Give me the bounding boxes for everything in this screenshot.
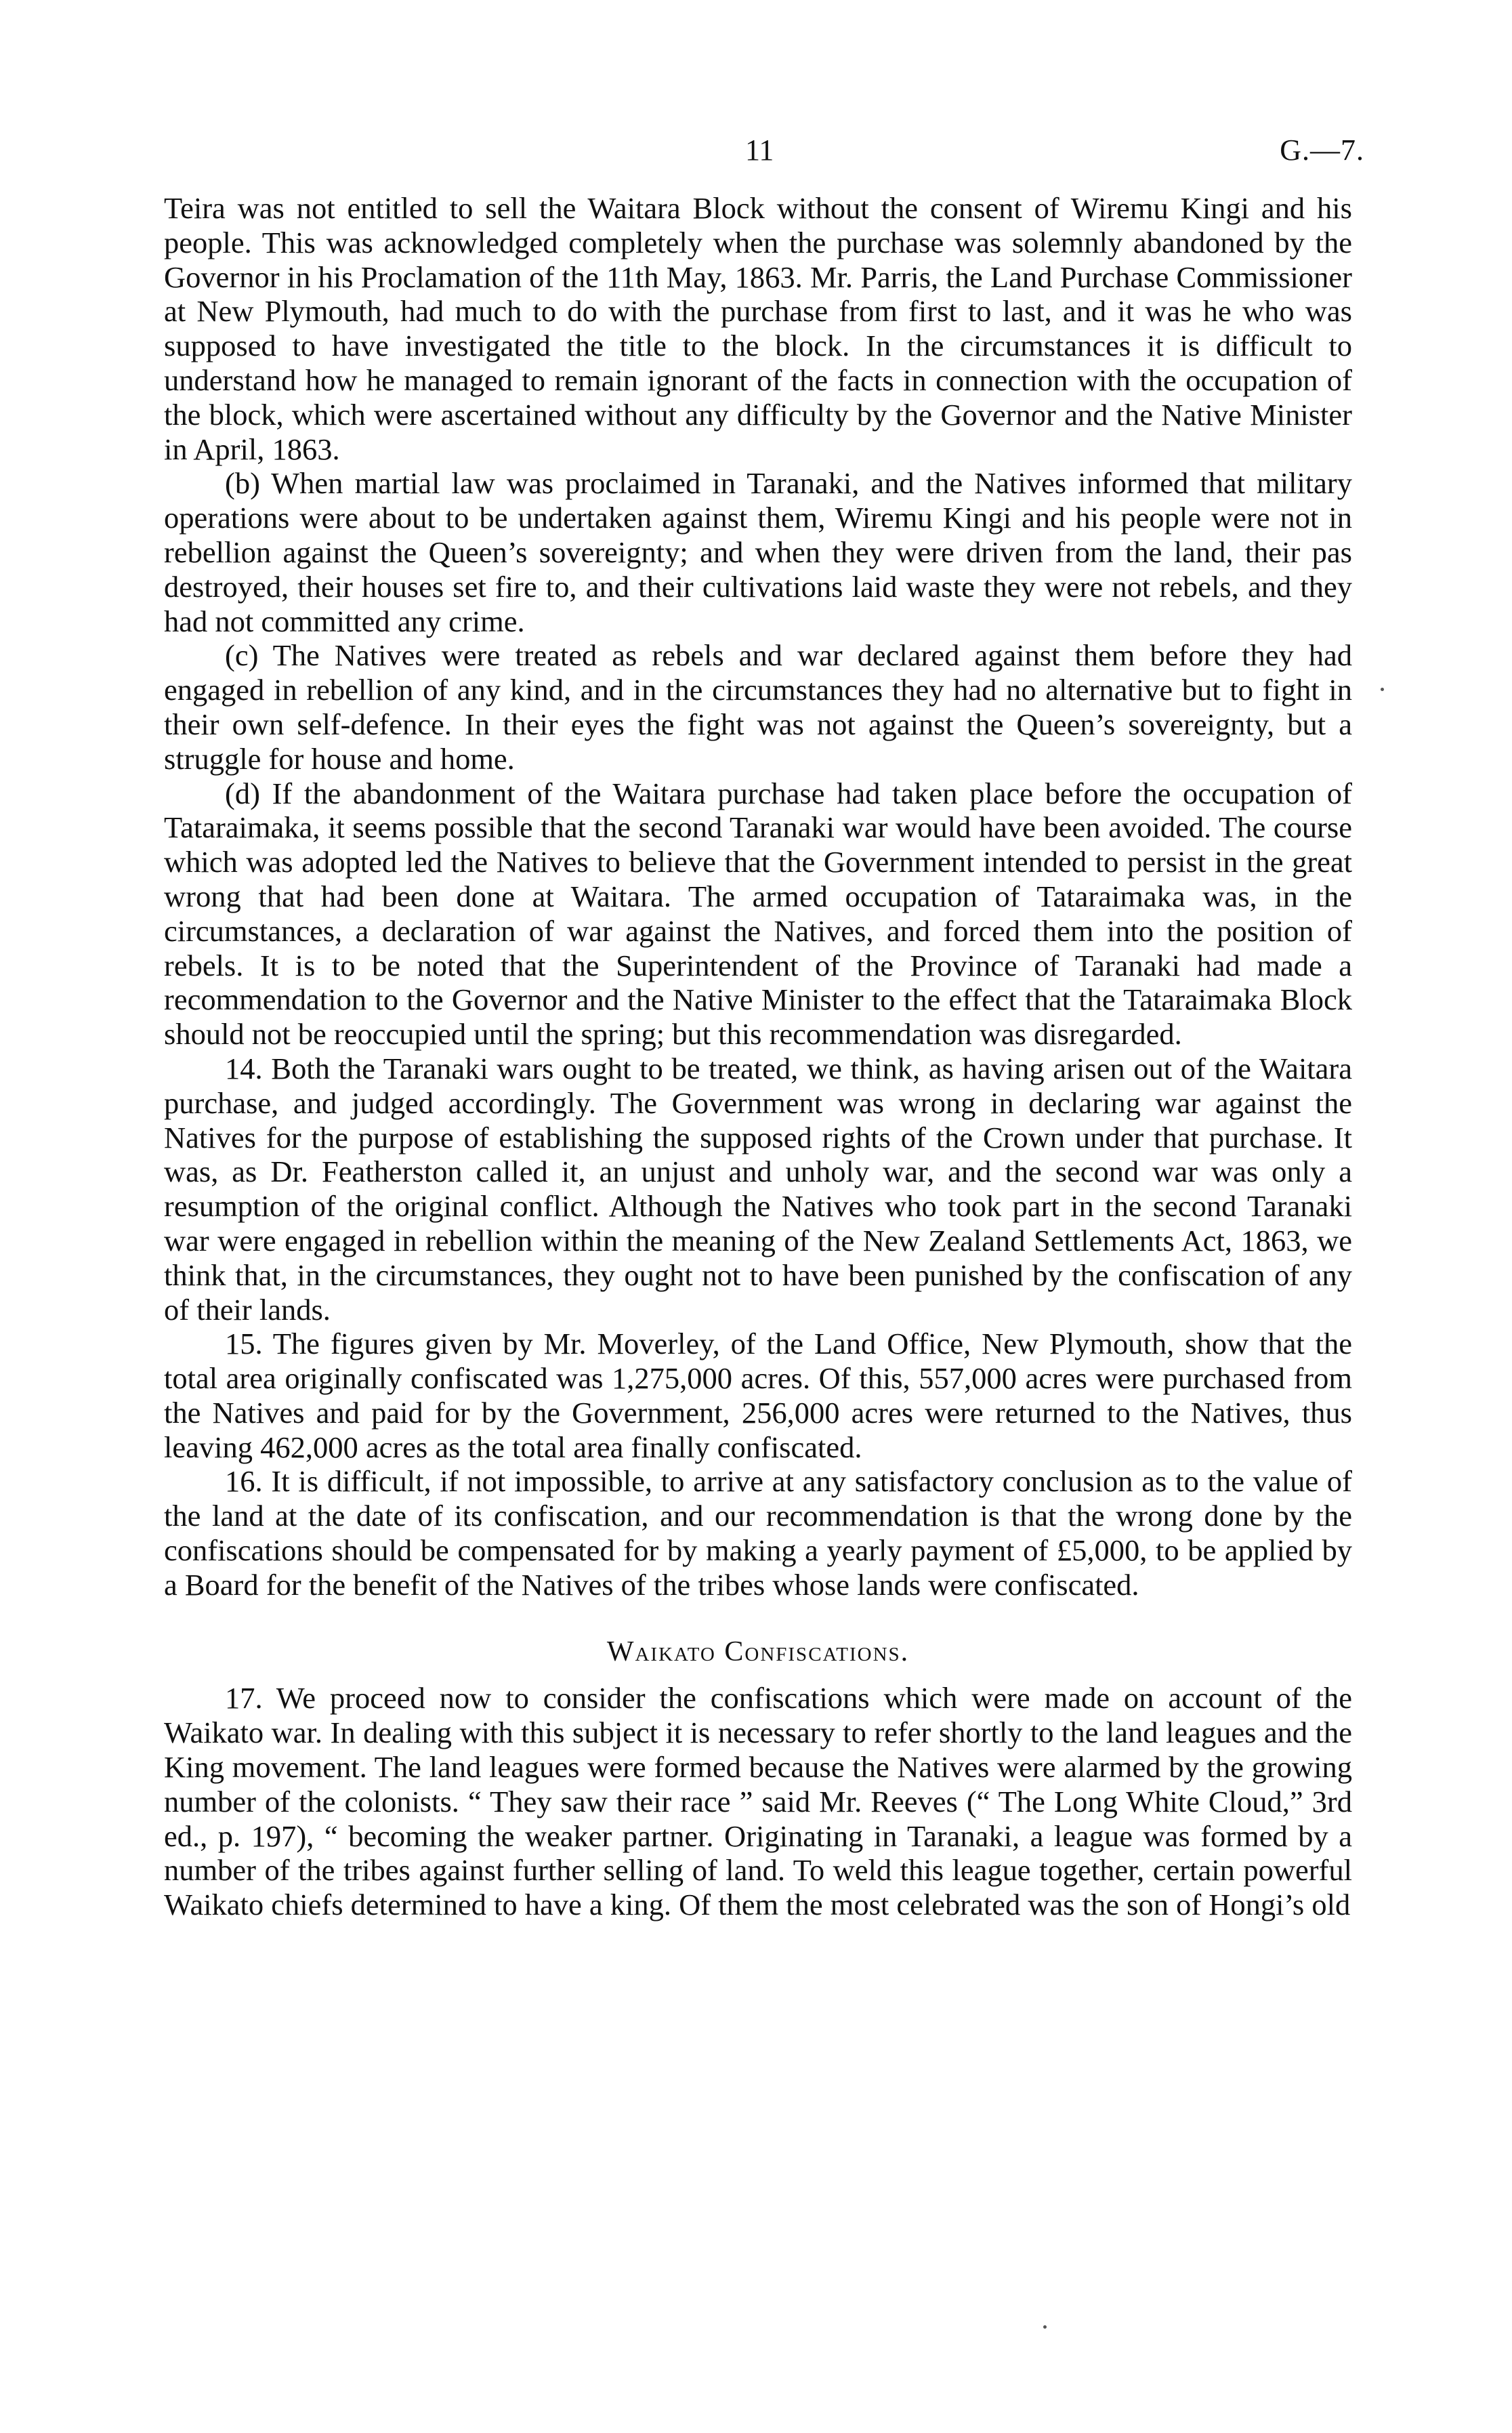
paragraph-16: 16. It is difficult, if not impossible, to arrive at any satisfactory conclusion as to the value of the land at the date of its confiscation, and our recommendation is that the wrong done by the confiscations should be compensated for by making a yearly payment of £5,000, to be applied by a Board for the benefit of the Natives of the tribes whose lands were confiscated.	[164, 1464, 1352, 1602]
paragraph-c: (c) The Natives were treated as rebels and war declared against them before they had engaged in rebellion of any kind, and in the circumstances they had no alternative but to fight in their own self-defence. In their eyes the fight was not against the Queen’s sovereignty, but a struggle for house and home.	[164, 638, 1352, 776]
paragraph-14: 14. Both the Taranaki wars ought to be treated, we think, as having arisen out of the Waitara purchase, and judged accordingly. The Government was wrong in declaring war against the Natives for the purpose of establishing the supposed rights of the Crown under that purchase. It was, as Dr. Featherston called it, an unjust and unholy war, and the second war was only a resumption of the original conflict. Although the Natives who took part in the second Taranaki war were engaged in rebellion within the meaning of the New Zealand Settlements Act, 1863, we think that, in the circumstances, they ought not to have been punished by the confiscation of any of their lands.	[164, 1051, 1352, 1327]
page-header	[0, 133, 1512, 173]
body-text	[164, 191, 1352, 1922]
document-reference: G.—7.	[1280, 133, 1364, 167]
page-number: 11	[745, 133, 774, 167]
paragraph-b: (b) When martial law was proclaimed in Taranaki, and the Natives informed that military operations were about to be undertaken against them, Wiremu Kingi and his people were not in rebellion against the Queen’s sovereignty; and when they were driven from the land, their pas destroyed, their houses set fire to, and their cultivations laid waste they were not rebels, and they had not committed any crime.	[164, 466, 1352, 638]
paragraph-17: 17. We proceed now to consider the confiscations which were made on account of the Waikato war. In dealing with this subject it is necessary to refer shortly to the land leagues and the King movement. The land leagues were formed because the Natives were alarmed by the growing number of the colonists. “ They saw their race ” said Mr. Reeves (“ The Long White Cloud,” 3rd ed., p. 197), “ becoming the weaker partner. Originating in Taranaki, a league was formed by a number of the tribes against further selling of land. To weld this league together, certain powerful Waikato chiefs determined to have a king. Of them the most celebrated was the son of Hongi’s old	[164, 1681, 1352, 1922]
paragraph-continuation: Teira was not entitled to sell the Waitara Block without the consent of Wiremu Kingi and his people. This was acknowledged completely when the purchase was solemnly abandoned by the Governor in his Proclamation of the 11th May, 1863. Mr. Parris, the Land Purchase Commissioner at New Plymouth, had much to do with the purchase from first to last, and it was he who was supposed to have investigated the title to the block. In the circumstances it is difficult to understand how he managed to remain ignorant of the facts in connection with the occupation of the block, which were ascertained without any difficulty by the Governor and the Native Minister in April, 1863.	[164, 191, 1352, 466]
scan-speck	[1043, 2325, 1047, 2329]
paragraph-15: 15. The figures given by Mr. Moverley, of the Land Office, New Plymouth, show that the total area originally confiscated was 1,275,000 acres. Of this, 557,000 acres were purchased from the Natives and paid for by the Government, 256,000 acres were returned to the Natives, thus leaving 462,000 acres as the total area finally confiscated.	[164, 1327, 1352, 1464]
scan-speck	[1381, 688, 1384, 691]
paragraph-d: (d) If the abandonment of the Waitara purchase had taken place before the occupation of Tataraimaka, it seems possible that the second Taranaki war would have been avoided. The course which was adopted led the Natives to believe that the Government intended to persist in the great wrong that had been done at Waitara. The armed occupation of Tataraimaka was, in the circumstances, a declaration of war against the Natives, and forced them into the position of rebels. It is to be noted that the Superintendent of the Province of Taranaki had made a recommendation to the Governor and the Native Minister to the effect that the Tataraimaka Block should not be reoccupied until the spring; but this recommendation was disregarded.	[164, 776, 1352, 1052]
section-heading: Waikato Confiscations.	[606, 1636, 910, 1667]
